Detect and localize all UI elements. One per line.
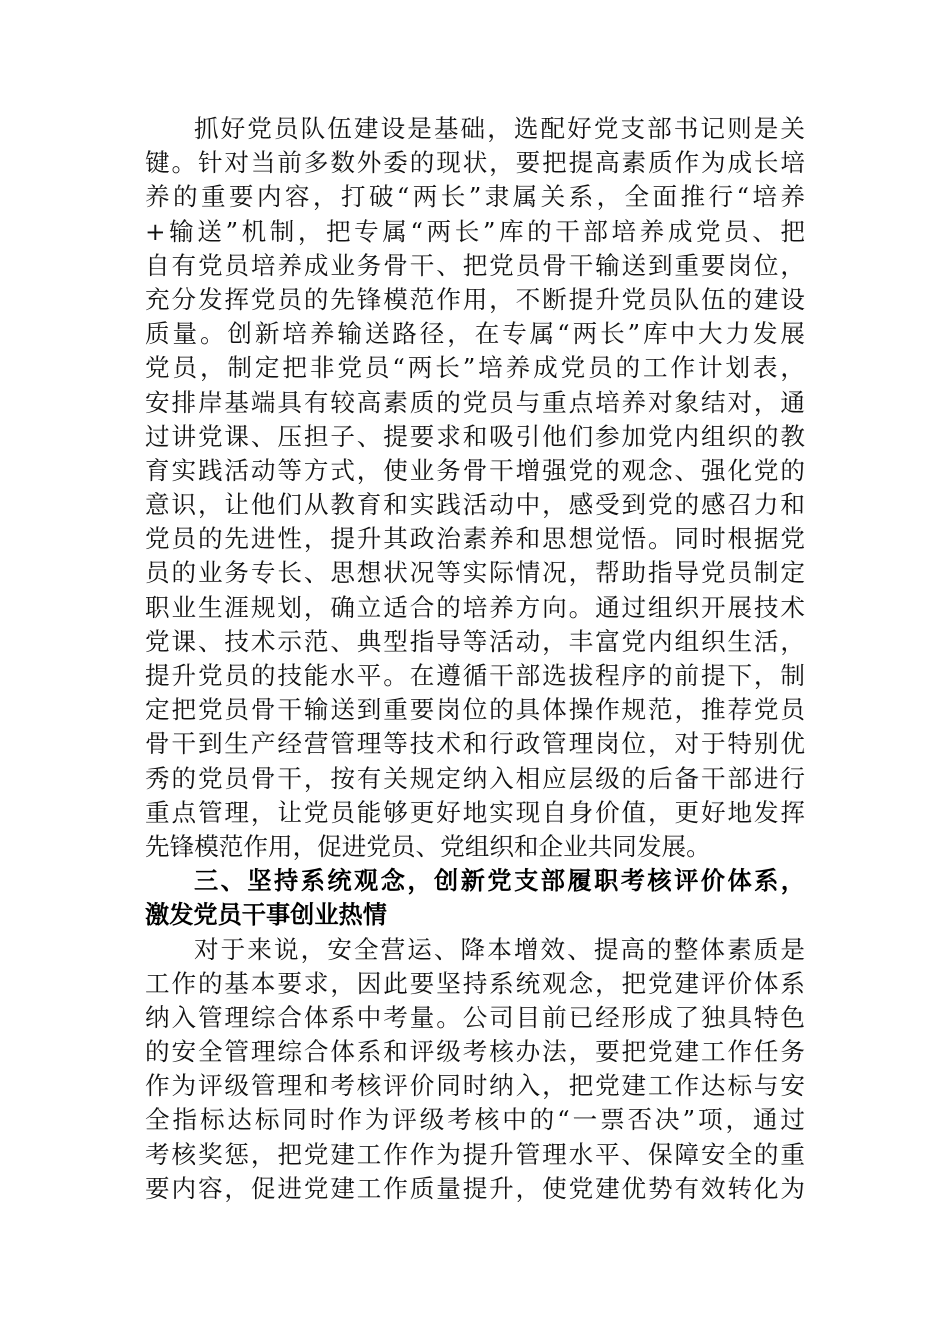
text-line: 提升党员的技能水平。在遵循干部选拔程序的前提下，制 <box>145 661 805 690</box>
text-line: 秀的党员骨干，按有关规定纳入相应层级的后备干部进行 <box>145 763 805 793</box>
document-body <box>145 112 805 1206</box>
text-line: 过讲党课、压担子、提要求和吸引他们参加党内组织的教 <box>145 421 805 451</box>
paragraph-evaluation-system <box>145 933 805 1207</box>
text-line: 对于来说，安全营运、降本增效、提高的整体素质是 <box>194 934 805 964</box>
text-line: 育实践活动等方式，使业务骨干增强党的观念、强化党的 <box>145 455 805 485</box>
text-line: 重点管理，让党员能够更好地实现自身价值，更好地发挥 <box>145 797 805 827</box>
text-line: 职业生涯规划，确立适合的培养方向。通过组织开展技术 <box>145 592 805 622</box>
text-line: 党员，制定把非党员“两长”培养成党员的工作计划表， <box>145 353 805 383</box>
text-line: 安排岸基端具有较高素质的党员与重点培养对象结对，通 <box>145 387 805 417</box>
paragraph-party-member-training <box>145 112 805 864</box>
text-line: 全指标达标同时作为评级考核中的“一票否决”项，通过 <box>145 1105 805 1135</box>
text-line: 定把党员骨干输送到重要岗位的具体操作规范，推荐党员 <box>145 695 805 725</box>
text-line: 考核奖惩，把党建工作作为提升管理水平、保障安全的重 <box>145 1139 805 1169</box>
text-line: 要内容，促进党建工作质量提升，使党建优势有效转化为 <box>145 1173 805 1203</box>
heading-line: 三、坚持系统观念，创新党支部履职考核评价体系， <box>194 867 805 896</box>
text-line: 骨干到生产经营管理等技术和行政管理岗位，对于特别优 <box>145 729 805 759</box>
text-line: 意识，让他们从教育和实践活动中，感受到党的感召力和 <box>145 490 805 520</box>
text-line: +输送”机制，把专属“两长”库的干部培养成党员、把 <box>145 216 805 246</box>
text-line: 作为评级管理和考核评价同时纳入，把党建工作达标与安 <box>145 1071 805 1101</box>
text-line: 抓好党员队伍建设是基础，选配好党支部书记则是关 <box>194 114 805 143</box>
text-line: 键。针对当前多数外委的现状，要把提高素质作为成长培 <box>145 148 805 178</box>
text-line: 的安全管理综合体系和评级考核办法，要把党建工作任务 <box>145 1037 805 1067</box>
text-line: 党课、技术示范、典型指导等活动，丰富党内组织生活， <box>145 626 805 656</box>
text-line: 先锋模范作用，促进党员、党组织和企业共同发展。 <box>145 831 711 861</box>
text-line: 充分发挥党员的先锋模范作用，不断提升党员队伍的建设 <box>145 284 805 314</box>
text-line: 工作的基本要求，因此要坚持系统观念，把党建评价体系 <box>145 968 805 998</box>
text-line: 养的重要内容，打破“两长”隶属关系，全面推行“培养 <box>145 182 805 212</box>
text-line: 党员的先进性，提升其政治素养和思想觉悟。同时根据党 <box>145 524 805 554</box>
section-heading <box>145 864 805 932</box>
text-line: 自有党员培养成业务骨干、把党员骨干输送到重要岗位， <box>145 250 805 280</box>
text-line: 纳入管理综合体系中考量。公司目前已经形成了独具特色 <box>145 1002 805 1032</box>
text-line: 质量。创新培养输送路径，在专属“两长”库中大力发展 <box>145 319 805 349</box>
heading-line: 激发党员干事创业热情 <box>145 901 387 930</box>
text-line: 员的业务专长、思想状况等实际情况，帮助指导党员制定 <box>145 558 805 588</box>
